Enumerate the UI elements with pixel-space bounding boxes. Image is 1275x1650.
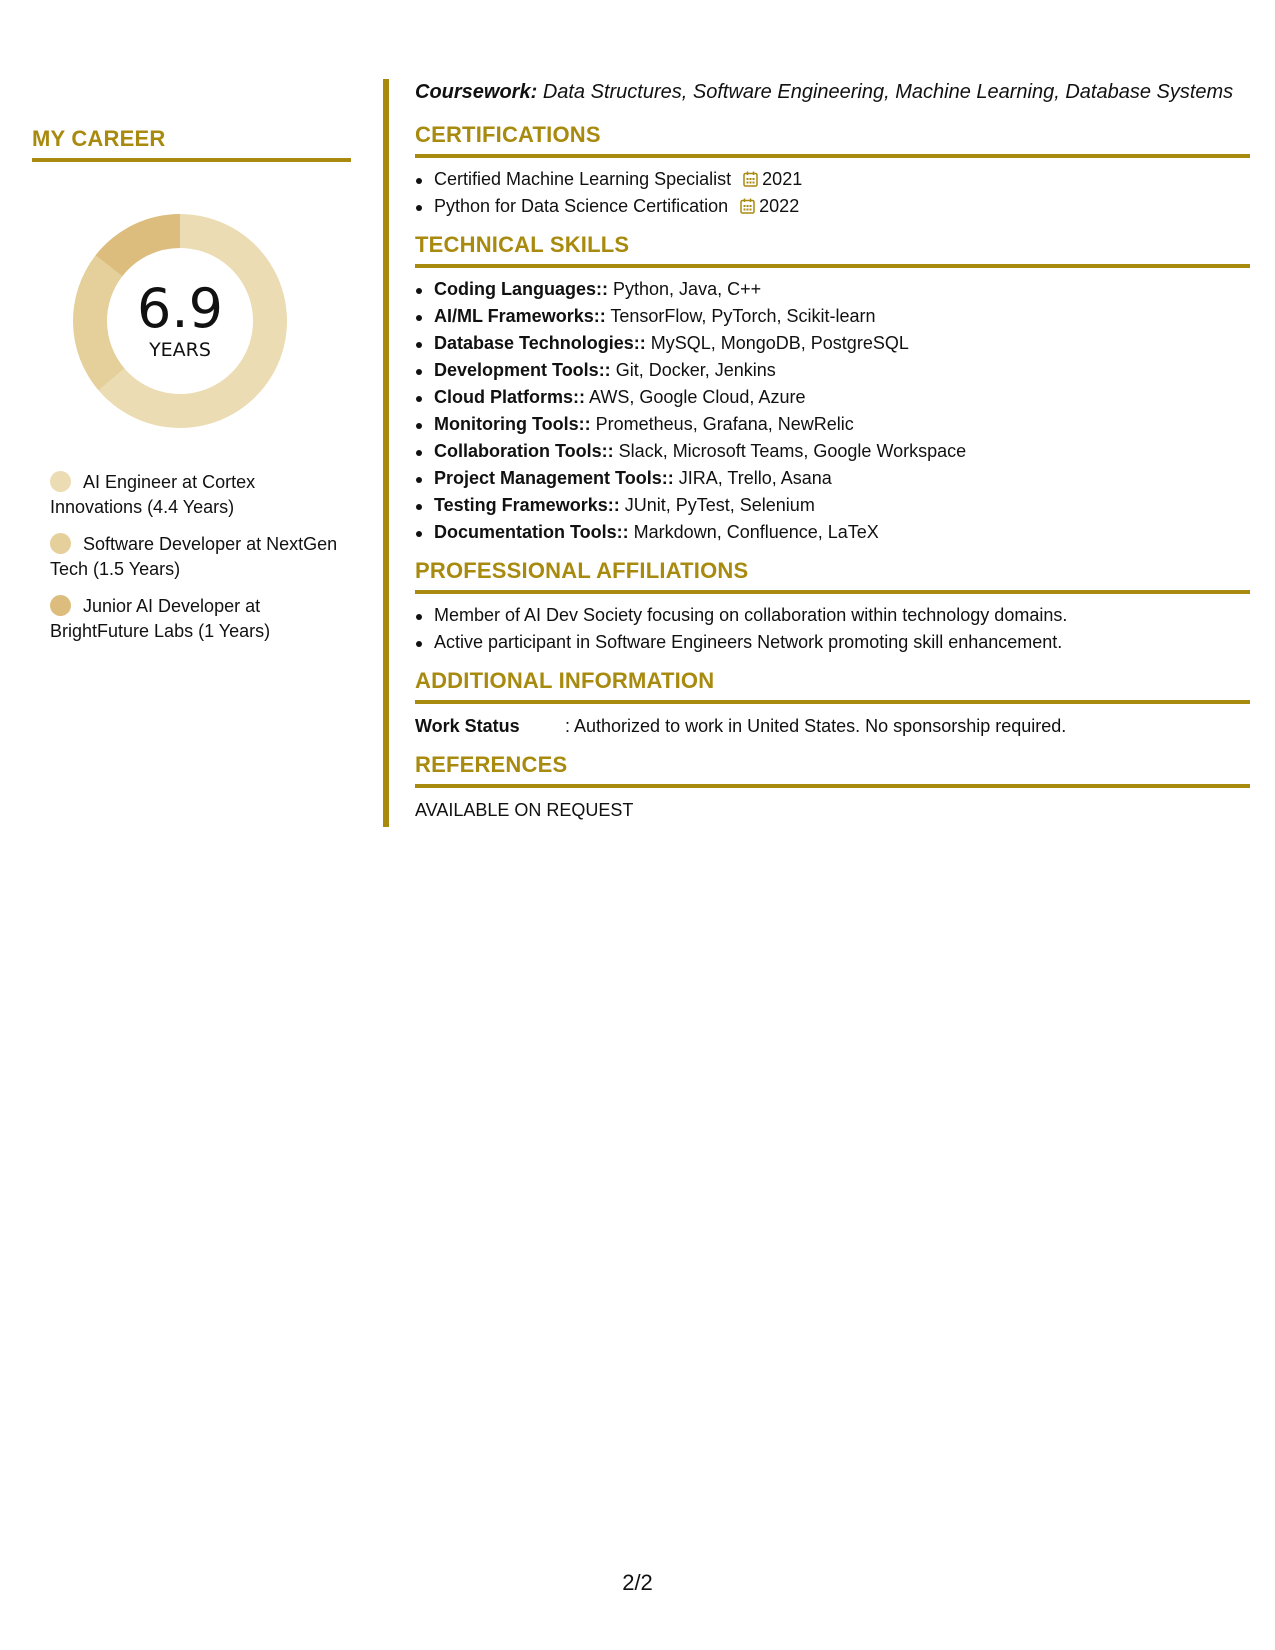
skill-item bbox=[415, 330, 1250, 357]
calendar-icon bbox=[743, 171, 758, 187]
career-donut-chart bbox=[65, 206, 295, 436]
skill-item bbox=[415, 357, 1250, 384]
skill-name: Database Technologies:: bbox=[434, 333, 646, 353]
skills-section bbox=[415, 232, 1250, 546]
additional-info-section bbox=[415, 668, 1250, 740]
skill-name: Documentation Tools:: bbox=[434, 522, 629, 542]
skill-value: TensorFlow, PyTorch, Scikit-learn bbox=[610, 306, 876, 326]
skill-value: Slack, Microsoft Teams, Google Workspace bbox=[618, 441, 967, 461]
work-status-row bbox=[415, 712, 1250, 740]
skill-name: Coding Languages:: bbox=[434, 279, 608, 299]
references-heading: REFERENCES bbox=[415, 752, 1250, 788]
column-divider bbox=[383, 79, 389, 827]
skill-value: Prometheus, Grafana, NewRelic bbox=[595, 414, 854, 434]
skill-name: AI/ML Frameworks:: bbox=[434, 306, 606, 326]
career-legend bbox=[50, 470, 351, 644]
skill-value: JIRA, Trello, Asana bbox=[678, 468, 832, 488]
page-number: 2/2 bbox=[622, 1570, 653, 1595]
additional-info-heading: ADDITIONAL INFORMATION bbox=[415, 668, 1250, 704]
legend-item bbox=[50, 532, 351, 582]
skill-item bbox=[415, 384, 1250, 411]
skill-item bbox=[415, 411, 1250, 438]
career-heading: MY CAREER bbox=[32, 126, 351, 162]
references-text: AVAILABLE ON REQUEST bbox=[415, 800, 634, 820]
legend-item bbox=[50, 470, 351, 520]
skill-item bbox=[415, 438, 1250, 465]
skill-name: Cloud Platforms:: bbox=[434, 387, 585, 407]
certification-item bbox=[415, 166, 1250, 193]
legend-item bbox=[50, 594, 351, 644]
skill-name: Collaboration Tools:: bbox=[434, 441, 614, 461]
skill-item bbox=[415, 492, 1250, 519]
skill-value: Git, Docker, Jenkins bbox=[615, 360, 776, 380]
main-column bbox=[415, 78, 1250, 836]
certifications-heading: CERTIFICATIONS bbox=[415, 122, 1250, 158]
skill-name: Testing Frameworks:: bbox=[434, 495, 620, 515]
skill-name: Development Tools:: bbox=[434, 360, 611, 380]
skill-item bbox=[415, 519, 1250, 546]
legend-dot bbox=[50, 533, 71, 554]
legend-dot bbox=[50, 471, 71, 492]
skills-list bbox=[415, 276, 1250, 546]
skill-value: MySQL, MongoDB, PostgreSQL bbox=[650, 333, 909, 353]
legend-label: AI Engineer at Cortex Innovations (4.4 Years) bbox=[50, 472, 256, 517]
certifications-section bbox=[415, 122, 1250, 220]
skill-item bbox=[415, 276, 1250, 303]
calendar-icon bbox=[740, 198, 755, 214]
affiliations-heading: PROFESSIONAL AFFILIATIONS bbox=[415, 558, 1250, 594]
skill-item bbox=[415, 465, 1250, 492]
certification-item bbox=[415, 193, 1250, 220]
affiliation-item: Member of AI Dev Society focusing on collaboration within technology domains. bbox=[415, 602, 1250, 629]
skill-name: Project Management Tools:: bbox=[434, 468, 674, 488]
affiliation-item: Active participant in Software Engineers Network promoting skill enhancement. bbox=[415, 629, 1250, 656]
coursework bbox=[415, 78, 1250, 106]
certification-year: 2022 bbox=[759, 196, 800, 216]
skills-heading: TECHNICAL SKILLS bbox=[415, 232, 1250, 268]
skill-value: Python, Java, C++ bbox=[613, 279, 762, 299]
skill-value: AWS, Google Cloud, Azure bbox=[589, 387, 806, 407]
skill-item bbox=[415, 303, 1250, 330]
skill-value: JUnit, PyTest, Selenium bbox=[624, 495, 815, 515]
certification-name: Python for Data Science Certification bbox=[434, 196, 729, 216]
affiliations-section bbox=[415, 558, 1250, 656]
career-column bbox=[32, 126, 351, 656]
work-status-label: Work Status bbox=[415, 716, 520, 736]
legend-dot bbox=[50, 595, 71, 616]
total-years-unit: YEARS bbox=[149, 339, 211, 361]
skill-value: Markdown, Confluence, LaTeX bbox=[633, 522, 879, 542]
work-status-value: : Authorized to work in United States. No sponsorship required. bbox=[565, 716, 1067, 736]
affiliations-list bbox=[415, 602, 1250, 656]
certifications-list bbox=[415, 166, 1250, 220]
coursework-text: Data Structures, Software Engineering, Machine Learning, Database Systems bbox=[542, 81, 1234, 103]
skill-name: Monitoring Tools:: bbox=[434, 414, 591, 434]
coursework-label: Coursework: bbox=[415, 81, 538, 103]
certification-year: 2021 bbox=[762, 169, 803, 189]
legend-label: Software Developer at NextGen Tech (1.5 Years) bbox=[50, 534, 338, 579]
legend-label: Junior AI Developer at BrightFuture Labs (1 Years) bbox=[50, 596, 271, 641]
references-section bbox=[415, 752, 1250, 824]
certification-name: Certified Machine Learning Specialist bbox=[434, 169, 732, 189]
total-years-value: 6.9 bbox=[137, 277, 223, 340]
